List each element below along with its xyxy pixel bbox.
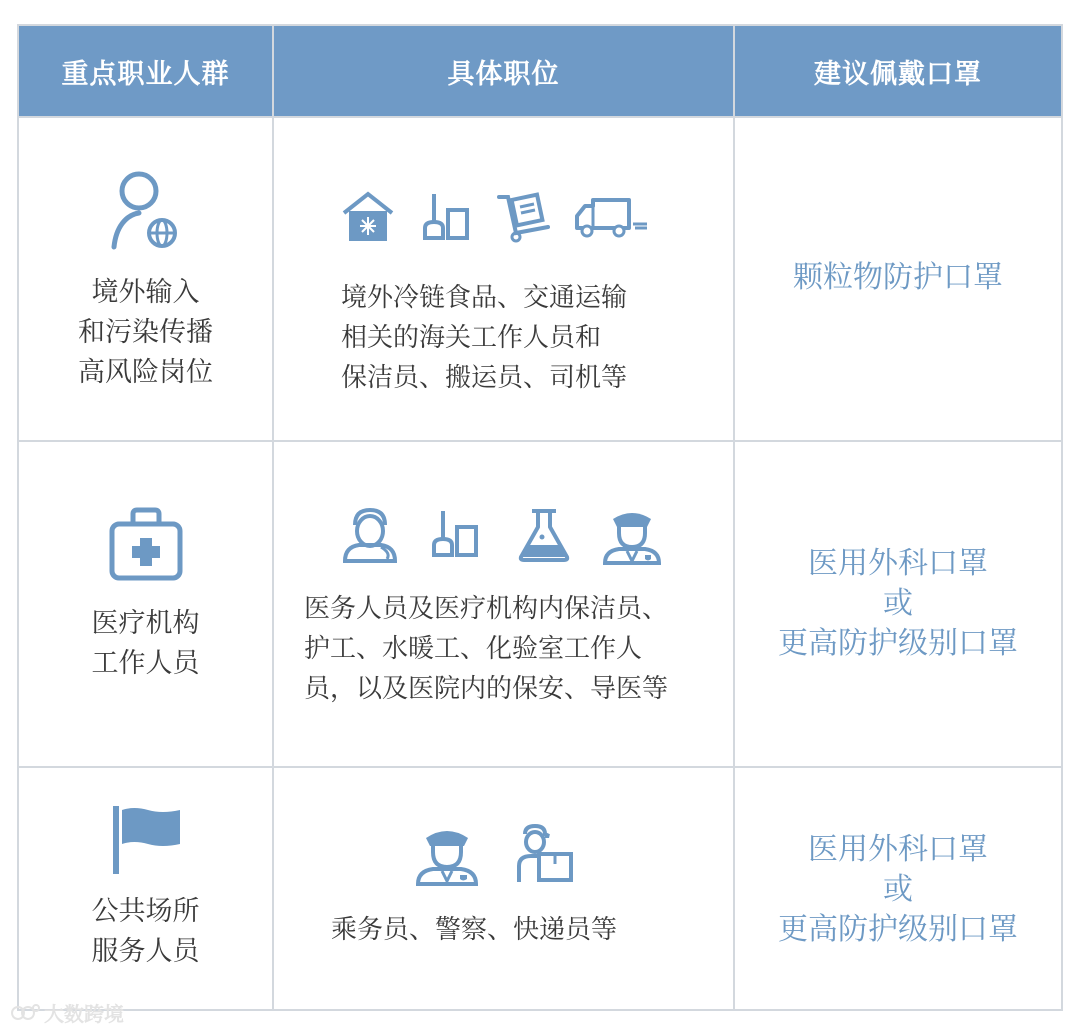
category-line: 和污染传播 [78, 317, 213, 348]
cleaning-tools-icon [431, 509, 479, 557]
specific-position-cell [304, 589, 668, 709]
mask-line: 更高防护级别口罩 [778, 626, 1018, 661]
category-line: 工作人员 [91, 648, 200, 679]
specific-position-cell [341, 278, 627, 398]
police-officer-icon [414, 822, 480, 886]
position-line: 相关的海关工作人员和 [341, 323, 602, 353]
row-divider [19, 116, 1061, 118]
table-header [19, 26, 1061, 116]
cleaning-tools-icon [422, 192, 470, 240]
watermark-text: 大数跨境 [44, 1002, 124, 1026]
category-line: 公共场所 [91, 896, 200, 927]
position-line: 保洁员、搬运员、司机等 [341, 363, 628, 393]
mask-line: 颗粒物防护口罩 [793, 260, 1003, 295]
medical-kit-icon [109, 506, 183, 582]
watermark-logo-icon [10, 1002, 40, 1024]
recommended-mask-cell [735, 258, 1061, 298]
occupation-group-cell [19, 892, 272, 972]
occupation-group-cell [19, 273, 272, 393]
hand-truck-icon [496, 191, 552, 243]
header-occupation-group: 重点职业人群 [61, 58, 230, 90]
mask-line: 或 [883, 586, 913, 621]
nurse-icon [341, 507, 399, 563]
row-divider [19, 440, 1061, 442]
occupation-mask-table [17, 24, 1063, 1011]
person-globe-icon [106, 171, 178, 251]
truck-icon [573, 196, 649, 238]
position-line: 乘务员、警察、快递员等 [331, 915, 618, 945]
recommended-mask-cell [735, 830, 1061, 950]
flag-icon [110, 804, 184, 876]
header-recommended-mask: 建议佩戴口罩 [814, 58, 982, 90]
category-line: 境外输入 [91, 277, 200, 308]
cold-storage-icon [341, 191, 395, 243]
watermark [10, 998, 124, 1027]
lab-flask-icon [516, 507, 572, 563]
mask-line: 更高防护级别口罩 [778, 912, 1018, 947]
position-line: 护工、水暖工、化验室工作人 [304, 634, 643, 664]
mask-line: 医用外科口罩 [808, 832, 988, 867]
header-specific-position: 具体职位 [447, 58, 560, 90]
courier-icon [515, 824, 575, 884]
row-divider [19, 766, 1061, 768]
column-divider [272, 26, 274, 1009]
mask-line: 医用外科口罩 [808, 546, 988, 581]
category-line: 服务人员 [91, 936, 200, 967]
security-guard-icon [601, 505, 663, 565]
position-line: 医务人员及医疗机构内保洁员、 [304, 594, 669, 624]
position-line: 境外冷链食品、交通运输 [341, 283, 628, 313]
occupation-group-cell [19, 604, 272, 684]
mask-line: 或 [883, 872, 913, 907]
category-line: 高风险岗位 [78, 357, 213, 388]
category-line: 医疗机构 [91, 608, 200, 639]
position-line: 员，以及医院内的保安、导医等 [304, 674, 669, 704]
specific-position-cell [331, 910, 617, 950]
recommended-mask-cell [735, 544, 1061, 664]
